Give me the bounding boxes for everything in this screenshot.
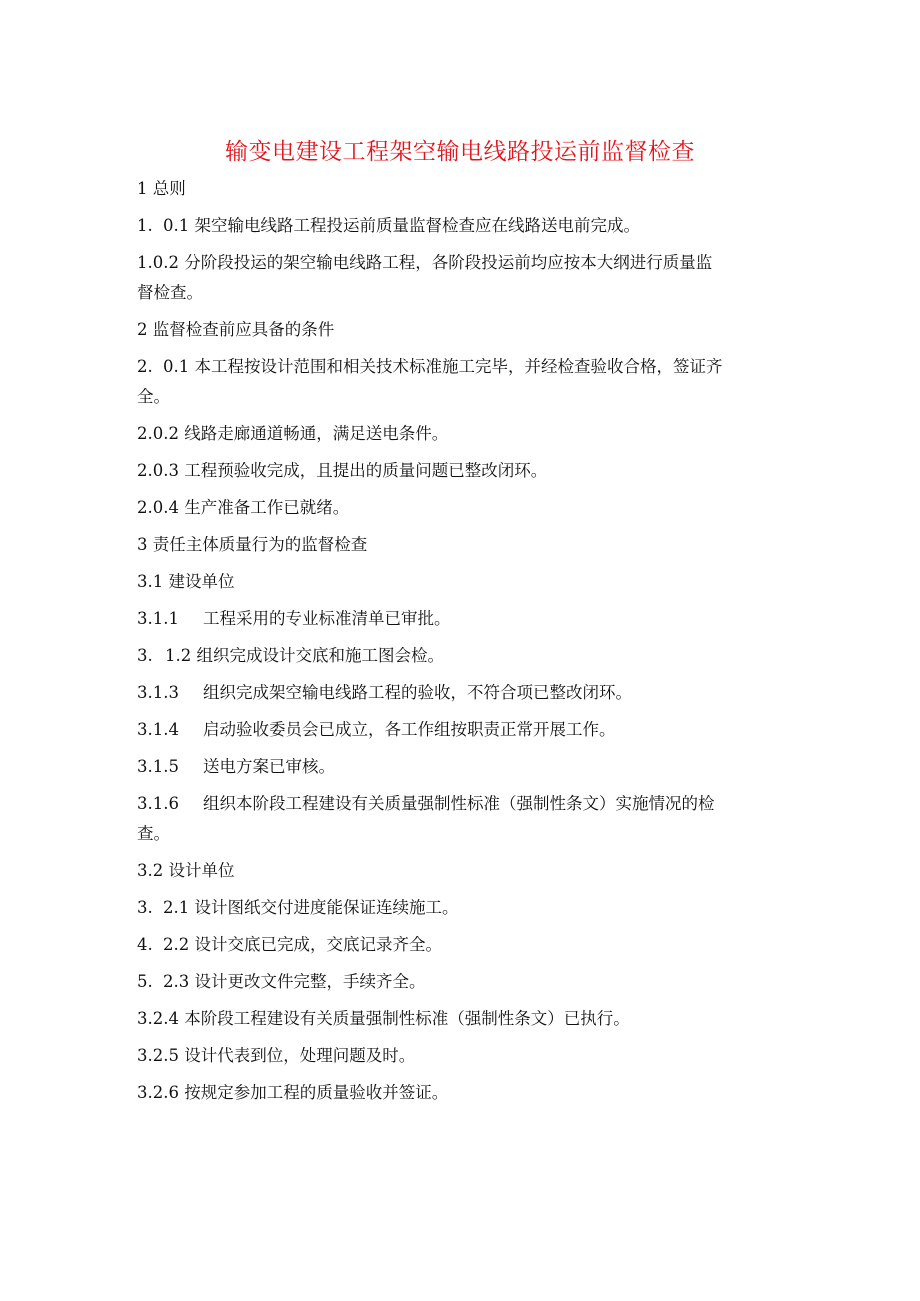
- line-text: 督检查。: [137, 283, 203, 302]
- line-text: 3 责任主体质量行为的监督检查: [137, 535, 368, 554]
- line-text: 全。: [137, 387, 170, 406]
- line-text: 2.3 设计更改文件完整，手续齐全。: [163, 972, 426, 991]
- paragraph-line: [137, 641, 787, 678]
- list-number: 3.1.4: [137, 720, 179, 739]
- paragraph-line: [137, 789, 787, 819]
- list-number: 3.: [137, 898, 153, 917]
- paragraph-line: [137, 352, 787, 382]
- line-text: 2.0.2 线路走廊通道畅通，满足送电条件。: [137, 424, 449, 443]
- paragraph-line: [137, 752, 787, 789]
- paragraph-line: [137, 930, 787, 967]
- list-number: 3.1.5: [137, 757, 179, 776]
- line-text: 组织本阶段工程建设有关质量强制性标准（强制性条文）实施情况的检: [203, 794, 715, 813]
- paragraph-line: [137, 211, 787, 248]
- paragraph-line: [137, 893, 787, 930]
- line-text: 启动验收委员会已成立，各工作组按职责正常开展工作。: [203, 720, 616, 739]
- line-text: 2.0.4 生产准备工作已就绪。: [137, 498, 350, 517]
- line-text: 2 监督检查前应具备的条件: [137, 320, 335, 339]
- line-text: 组织完成架空输电线路工程的验收，不符合项已整改闭环。: [203, 683, 632, 702]
- list-number: 5.: [137, 972, 153, 991]
- subsection-heading: [137, 856, 787, 893]
- line-text: 3.1 建设单位: [137, 572, 235, 591]
- section-heading: [137, 315, 787, 352]
- section-heading: [137, 174, 787, 211]
- paragraph-line: [137, 967, 787, 1004]
- list-number: 3.: [137, 646, 153, 665]
- line-text: 3.2.5 设计代表到位，处理问题及时。: [137, 1046, 416, 1065]
- section-heading: [137, 530, 787, 567]
- list-number: 2.: [137, 357, 153, 376]
- list-number: 3.1.1: [137, 609, 179, 628]
- line-text: 3.2.4 本阶段工程建设有关质量强制性标准（强制性条文）已执行。: [137, 1009, 630, 1028]
- line-text: 查。: [137, 824, 170, 843]
- document-body: [137, 174, 787, 1115]
- line-text: 2.0.3 工程预验收完成，且提出的质量问题已整改闭环。: [137, 461, 548, 480]
- line-text: 送电方案已审核。: [203, 757, 335, 776]
- paragraph-line: [137, 1078, 787, 1115]
- line-text: 3.2 设计单位: [137, 861, 235, 880]
- line-text: 1.2 组织完成设计交底和施工图会检。: [165, 646, 444, 665]
- list-number: 3.1.3: [137, 683, 179, 702]
- line-text: 工程采用的专业标准清单已审批。: [203, 609, 451, 628]
- list-number: 3.1.6: [137, 794, 179, 813]
- document-title: 输变电建设工程架空输电线路投运前监督检查: [225, 139, 695, 165]
- paragraph-line: [137, 1004, 787, 1041]
- list-number: 4.: [137, 935, 153, 954]
- line-text: 0.1 架空输电线路工程投运前质量监督检查应在线路送电前完成。: [163, 216, 640, 235]
- line-text: 1 总则: [137, 179, 186, 198]
- line-text: 1.0.2 分阶段投运的架空输电线路工程，各阶段投运前均应按本大纲进行质量监: [137, 253, 713, 272]
- paragraph-line: [137, 678, 787, 715]
- line-text: 0.1 本工程按设计范围和相关技术标准施工完毕，并经检查验收合格，签证齐: [163, 357, 723, 376]
- paragraph-line: [137, 456, 787, 493]
- list-number: 1.: [137, 216, 153, 235]
- paragraph-line: [137, 715, 787, 752]
- subsection-heading: [137, 567, 787, 604]
- paragraph-line-continuation: [137, 382, 787, 419]
- paragraph-line: [137, 419, 787, 456]
- paragraph-line-continuation: [137, 278, 787, 315]
- paragraph-line-continuation: [137, 819, 787, 856]
- line-text: 2.2 设计交底已完成，交底记录齐全。: [163, 935, 442, 954]
- line-text: 3.2.6 按规定参加工程的质量验收并签证。: [137, 1083, 449, 1102]
- paragraph-line: [137, 248, 787, 278]
- paragraph-line: [137, 604, 787, 641]
- paragraph-line: [137, 1041, 787, 1078]
- line-text: 2.1 设计图纸交付进度能保证连续施工。: [163, 898, 459, 917]
- paragraph-line: [137, 493, 787, 530]
